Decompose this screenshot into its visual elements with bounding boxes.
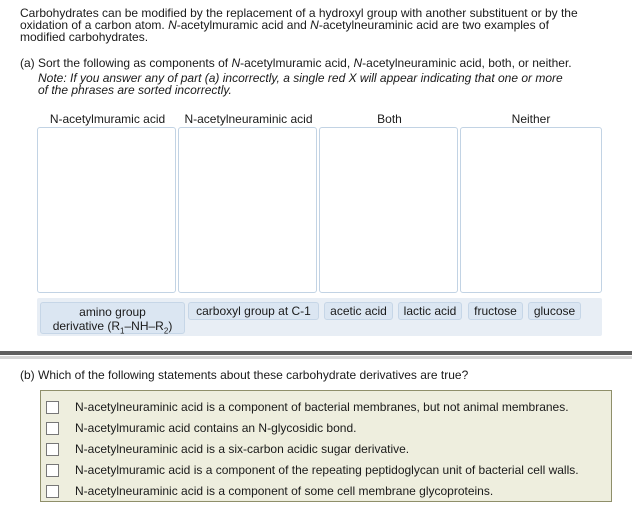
option-row <box>46 481 606 501</box>
chip-glucose[interactable]: glucose <box>528 302 581 320</box>
option-label[interactable]: N-acetylneuraminic acid is a component of some cell membrane glycoproteins. <box>75 484 494 498</box>
chip-text: derivative (R <box>52 319 121 333</box>
qa-text: -acetylmuramic acid, <box>240 56 354 70</box>
options-panel <box>40 390 612 502</box>
chip-subscript: 1 <box>120 326 125 336</box>
column-header-muramic: N-acetylmuramic acid <box>49 112 166 126</box>
intro-text: oxidation of a carbon atom. <box>20 18 169 32</box>
chip-subscript: 2 <box>163 326 169 336</box>
part-a-question <box>20 57 620 70</box>
drop-zone-neither[interactable] <box>460 127 602 293</box>
part-a-note <box>38 72 608 96</box>
intro-text: -acetylneuraminic acid are two examples of <box>318 18 549 32</box>
option-checkbox[interactable] <box>46 422 59 435</box>
part-b-question: (b) Which of the following statements about these carbohydrate derivatives are true? <box>20 368 469 382</box>
chip-carboxyl-group[interactable]: carboxyl group at C-1 <box>188 302 319 320</box>
qa-italic: N <box>231 56 241 70</box>
option-checkbox[interactable] <box>46 443 59 456</box>
intro-italic: N <box>168 18 177 32</box>
chip-amino-line-2 <box>41 319 184 338</box>
chip-amino-group[interactable] <box>40 302 185 334</box>
section-divider <box>0 351 632 355</box>
option-label[interactable]: N-acetylneuraminic acid is a six-carbon acidic sugar derivative. <box>75 442 410 456</box>
note-line-1: Note: If you answer any of part (a) incorrectly, a single red X will appear indicating that one or more <box>38 71 563 85</box>
chip-amino-line-1: amino group <box>79 305 146 319</box>
chip-text: –NH–R <box>124 319 164 333</box>
chip-text: ) <box>168 319 173 333</box>
option-row <box>46 418 606 438</box>
intro-line-1: Carbohydrates can be modified by the replacement of a hydroxyl group with another substituent or by the <box>20 6 578 20</box>
option-checkbox[interactable] <box>46 485 59 498</box>
option-label[interactable]: N-acetylmuramic acid is a component of the repeating peptidoglycan unit of bacterial cell walls. <box>75 463 579 477</box>
qa-italic: N <box>353 56 363 70</box>
option-row <box>46 460 606 480</box>
section-divider-shadow <box>0 356 632 359</box>
option-checkbox[interactable] <box>46 464 59 477</box>
option-row <box>46 439 606 459</box>
option-checkbox[interactable] <box>46 401 59 414</box>
intro-text: -acetylmuramic acid and <box>176 18 311 32</box>
column-header-both: Both <box>377 112 402 126</box>
qa-text: -acetylneuraminic acid, both, or neither. <box>362 56 572 70</box>
drop-zone-muramic[interactable] <box>37 127 176 293</box>
chip-acetic-acid[interactable]: acetic acid <box>324 302 393 320</box>
drop-zone-both[interactable] <box>319 127 458 293</box>
column-header-neither: Neither <box>511 112 551 126</box>
qa-text: (a) Sort the following as components of <box>20 56 232 70</box>
drop-zone-neuraminic[interactable] <box>178 127 317 293</box>
option-row <box>46 397 606 417</box>
chip-fructose[interactable]: fructose <box>468 302 523 320</box>
option-label[interactable]: N-acetylmuramic acid contains an N-glycosidic bond. <box>75 421 357 435</box>
intro-italic: N <box>310 18 319 32</box>
chip-lactic-acid[interactable]: lactic acid <box>398 302 462 320</box>
option-label[interactable]: N-acetylneuraminic acid is a component of bacterial membranes, but not animal membranes. <box>75 400 569 414</box>
intro-line-3: modified carbohydrates. <box>20 30 149 44</box>
column-header-neuraminic: N-acetylneuraminic acid <box>184 112 313 126</box>
note-line-2: of the phrases are sorted incorrectly. <box>38 83 232 97</box>
intro-paragraph <box>20 7 620 43</box>
